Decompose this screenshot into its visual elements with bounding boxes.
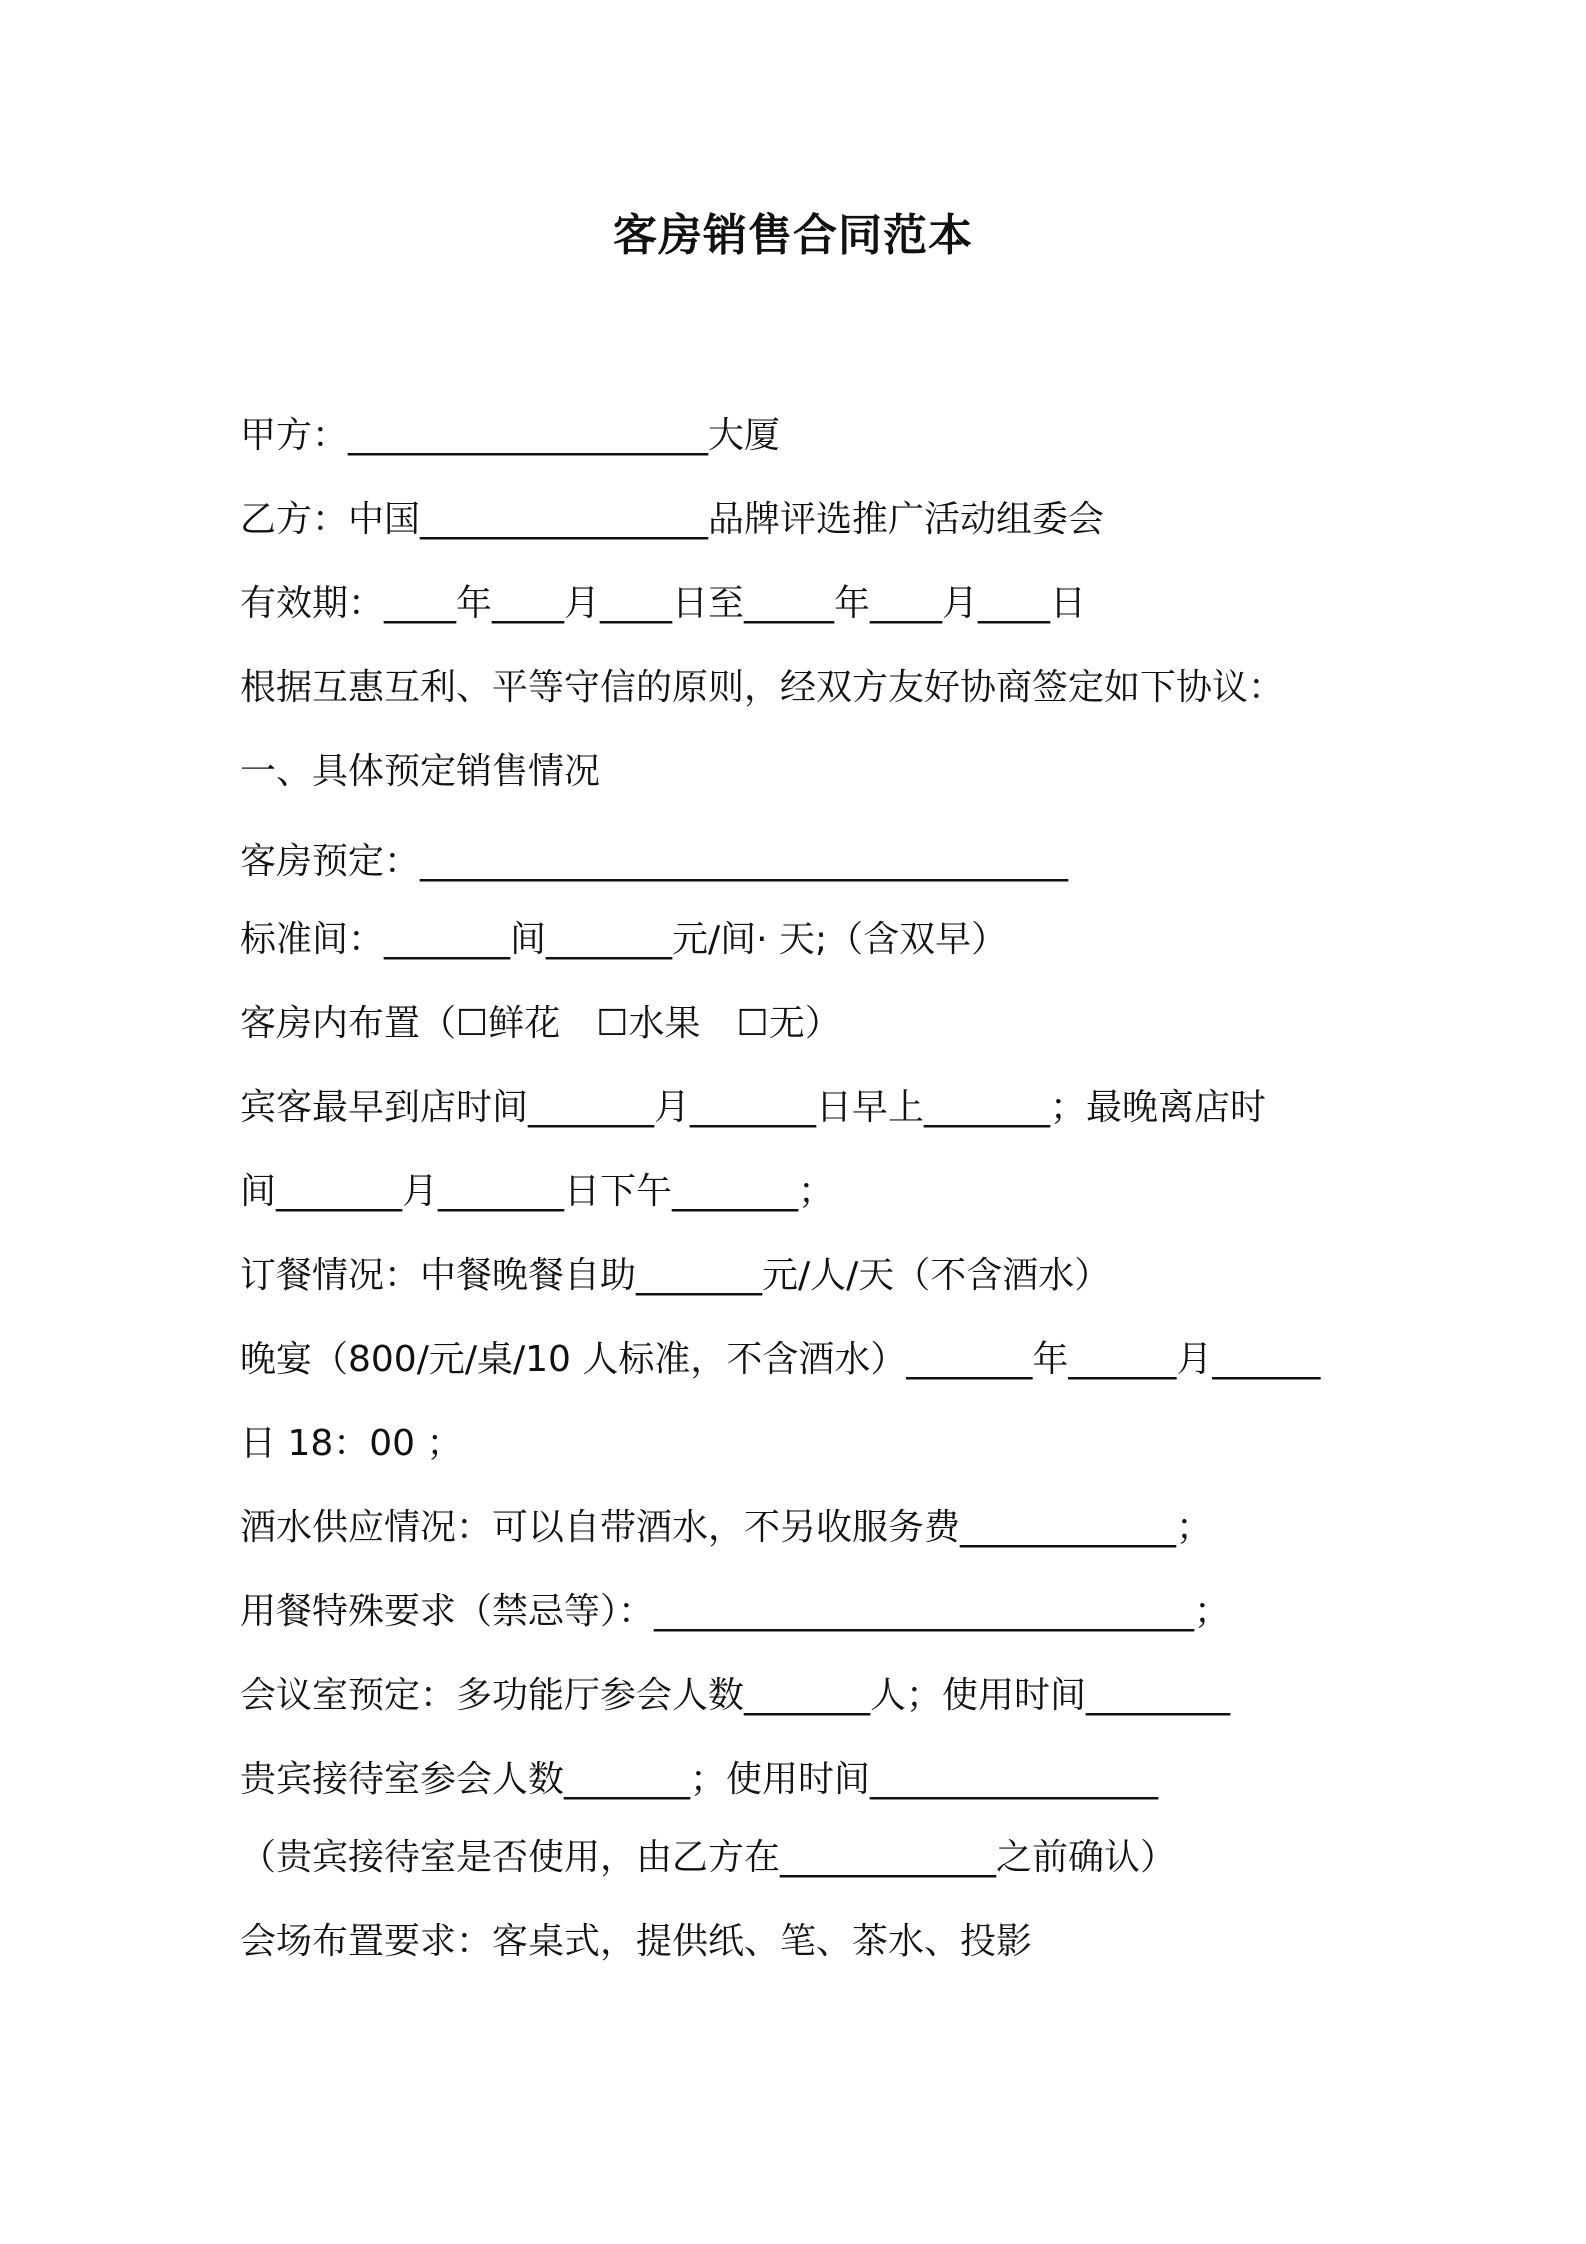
banquet-time-line: 日 18：00 ；: [240, 1423, 463, 1464]
vip-room-line: 贵宾接待室参会人数_______；使用时间________________: [240, 1759, 1159, 1800]
room-booking-line: 客房预定：____________________________________: [240, 841, 1069, 882]
room-decoration-line: 客房内布置（☐鲜花 ☐水果 ☐无）: [240, 1003, 841, 1044]
party-b-line: 乙方：中国________________品牌评选推广活动组委会: [240, 499, 1105, 540]
departure-time-line: 间_______月_______日下午_______；: [240, 1171, 835, 1212]
section-heading: 一、具体预定销售情况: [240, 751, 601, 792]
document-title: 客房销售合同范本: [613, 210, 973, 261]
meeting-room-line: 会议室预定：多功能厅参会人数_______人；使用时间________: [240, 1675, 1231, 1716]
standard-room-line: 标准间：_______间_______元/间· 天;（含双早）: [240, 919, 1008, 960]
validity-period-line: 有效期：____年____月____日至_____年____月____日: [240, 583, 1087, 624]
arrival-time-line: 宾客最早到店时间_______月_______日早上_______；最晚离店时: [240, 1087, 1267, 1128]
banquet-line: 晚宴（800/元/桌/10 人标准，不含酒水）_______年______月______: [240, 1339, 1321, 1380]
dietary-requirements-line: 用餐特殊要求（禁忌等）：______________________________；: [240, 1591, 1231, 1632]
vip-room-confirm-line: （贵宾接待室是否使用，由乙方在____________之前确认）: [240, 1837, 1177, 1878]
catering-line: 订餐情况：中餐晚餐自助_______元/人/天（不含酒水）: [240, 1255, 1111, 1296]
venue-setup-line: 会场布置要求：客桌式，提供纸、笔、茶水、投影: [240, 1921, 1033, 1962]
agreement-preamble-line: 根据互惠互利、平等守信的原则，经双方友好协商签定如下协议：: [240, 667, 1285, 708]
party-a-line: 甲方：____________________大厦: [240, 415, 781, 456]
beverage-line: 酒水供应情况：可以自带酒水，不另收服务费____________；: [240, 1507, 1213, 1548]
